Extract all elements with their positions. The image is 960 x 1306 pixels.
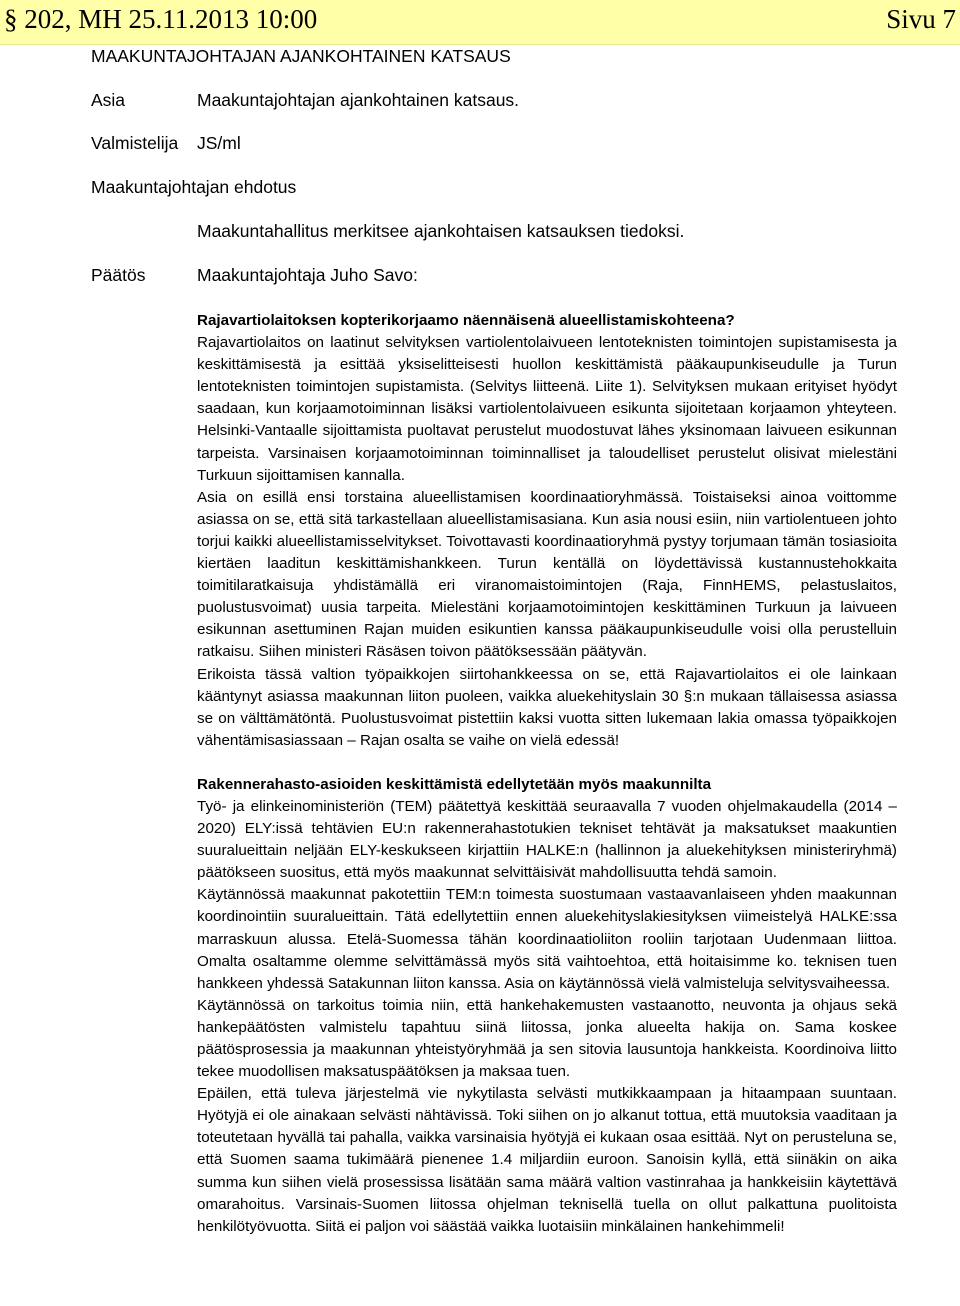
asia-label: Asia bbox=[91, 90, 126, 110]
proposal-value: Maakuntahallitus merkitsee ajankohtaisen katsauksen tiedoksi. bbox=[197, 221, 685, 241]
page-number: Sivu 7 bbox=[886, 4, 956, 34]
proposal-label: Maakuntajohtajan ehdotus bbox=[91, 177, 297, 197]
section-reference: § 202, MH 25.11.2013 10:00 bbox=[4, 4, 318, 34]
document-title: MAAKUNTAJOHTAJAN AJANKOHTAINEN KATSAUS bbox=[91, 46, 511, 66]
decision-body bbox=[197, 310, 897, 1238]
paragraph: Rajavartiolaitos on laatinut selvityksen vartiolentolaivueen lentoteknisten toimintojen supistamisesta ja keskittämisestä ja esittää yksiselitteisesti huollon keskittämistä pääkaupunkiseudulle ja Turun lentoteknisten toimintojen supistamista. (Selvitys liitteenä. Liite 1). Selvityksen mukaan erityiset hyödyt saadaan, kun korjaamotoiminnan lisäksi vartiolentolaivueen esikunta sijoitetaan korjaamon yhteyteen. Helsinki-Vantaalle sijoittamista puoltavat perustelut muodostuvat lähes yksinomaan laivueen esikunnan tarpeista. Varsinaisen korjaamotoiminnan toiminnalliset ja taloudelliset perustelut olisivat mielestäni Turkuun sijoittamisen kannalla. bbox=[197, 334, 897, 484]
section-spacer bbox=[197, 752, 897, 774]
paragraph: Epäilen, että tuleva järjestelmä vie nykytilasta selvästi mutkikkaampaan ja hitaampaan suuntaan. Hyötyjä ei ole ainakaan selvästi nähtävissä. Toki siihen on jo alkanut tottua, että muutoksia vaaditaan ja toteutetaan hyvällä tai pahalla, vaikka varsinaisia hyötyjä ei kukaan osaa esittää. Nyt on perusteluna se, että Suomen saama tukimäärä pienenee 1.4 miljardiin euroon. Sanoisin kyllä, että siinäkin on aika summa kun siihen vielä prosessissa lisätään sama määrä valtion vastinrahaa ja hankkeisiin käytettävä omarahoitus. Varsinais-Suomen liitossa ohjelman teknisellä tuella on ollut palkattuna puolitoista henkilötyövuotta. Siitä ei paljon voi säästää vaikka luotaisiin minkälainen hankehimmeli! bbox=[197, 1085, 897, 1235]
asia-value: Maakuntajohtajan ajankohtainen katsaus. bbox=[197, 90, 520, 110]
decision-value: Maakuntajohtaja Juho Savo: bbox=[197, 265, 418, 285]
decision-label: Päätös bbox=[91, 265, 146, 285]
paragraph: Työ- ja elinkeinoministeriön (TEM) päätettyä keskittää seuraavalla 7 vuoden ohjelmakaudella (2014 – 2020) ELY:issä tehtävien EU:n rakennerahastotukien tekniset tehtävät ja maksatukset maakuntien suuralueittain neljään ELY-keskukseen kirjattiin HALKE:n (hallinnon ja aluekehityksen ministeriryhmä) päätökseen suositus, että myös maakunnat selvittäisivät mahdollisuutta tehdä samoin. bbox=[197, 797, 897, 882]
valmistelija-value: JS/ml bbox=[197, 133, 241, 153]
paragraph: Käytännössä maakunnat pakotettiin TEM:n toimesta suostumaan vastaavanlaiseen yhden maakunnan koordinointiin suuralueittain. Tätä edellytettiin ennen aluekehityslakiesityksen viimeistelyä HALKE:ssa marraskuun alussa. Etelä-Suomessa tähän koordinaatioliiton rooliin tarjotaan Uudenmaan liittoa. Omalta osaltamme olemme selvittämässä myös sitä vaihtoehtoa, että hoitaisimme ko. teknisen tuen hankkeen yhdessä Satakunnan liiton kanssa. Asia on käytännössä vielä valmisteluja selvitysvaiheessa. bbox=[197, 886, 897, 992]
section-heading: Rakennerahasto-asioiden keskittämistä edellytetään myös maakunnilta bbox=[197, 775, 712, 793]
section-heading: Rajavartiolaitoksen kopterikorjaamo näennäisenä alueellistamiskohteena? bbox=[197, 312, 735, 329]
valmistelija-label: Valmistelija bbox=[91, 133, 179, 153]
paragraph: Erikoista tässä valtion työpaikkojen siirtohankkeessa on se, että Rajavartiolaitos ei ole lainkaan kääntynyt asiassa maakunnan liiton puoleen, vaikka aluekehityslain 30 §:n mukaan tällaisessa asiassa se on välttämätöntä. Puolustusvoimat pistettiin kaksi vuotta sitten lukemaan lakia omassa työpaikkojen vähentämisasiassaan – Rajan osalta se vaihe on vielä edessä! bbox=[197, 665, 897, 749]
paragraph: Asia on esillä ensi torstaina alueellistamisen koordinaatioryhmässä. Toistaiseksi ainoa voittomme asiassa on se, että sitä tarkastellaan alueellistamisasiana. Kun asia nousi esiin, niin vartiolentueen johto torjui kaikki alueellistamisselvitykset. Toivottavasti koordinaatioryhmä pystyy torjumaan tämän tosiasioita kiertäen laaditun keskittämishankkeen. Turun kentällä on löydettävissä kustannustehokkaita toimitilaratkaisuja yhdistämällä eri viranomaistoimintojen (Raja, FinnHEMS, pelastuslaitos, puolustusvoimat) uusia tarpeita. Mielestäni korjaamotoimintojen keskittäminen Turkuun ja laivueen esikunnan asettuminen Rajan muiden esikuntien kanssa pääkaupunkiseudulle voisi olla perustelluin ratkaisu. Siihen ministeri Räsäsen toivon päätöksessään päätyvän. bbox=[197, 488, 897, 661]
paragraph: Käytännössä on tarkoitus toimia niin, että hankehakemusten vastaanotto, neuvonta ja ohjaus sekä hankepäätösten valmistelu tapahtuu siinä liitossa, jonka alueelta hakija on. Sama koskee päätösprosessia ja maakunnan yhteistyöryhmää ja sen sitovia lausuntoja hankkeista. Koordinoiva liitto tekee muodollisen maksatuspäätöksen ja maksaa tuen. bbox=[197, 996, 897, 1081]
page-header bbox=[0, 0, 960, 45]
